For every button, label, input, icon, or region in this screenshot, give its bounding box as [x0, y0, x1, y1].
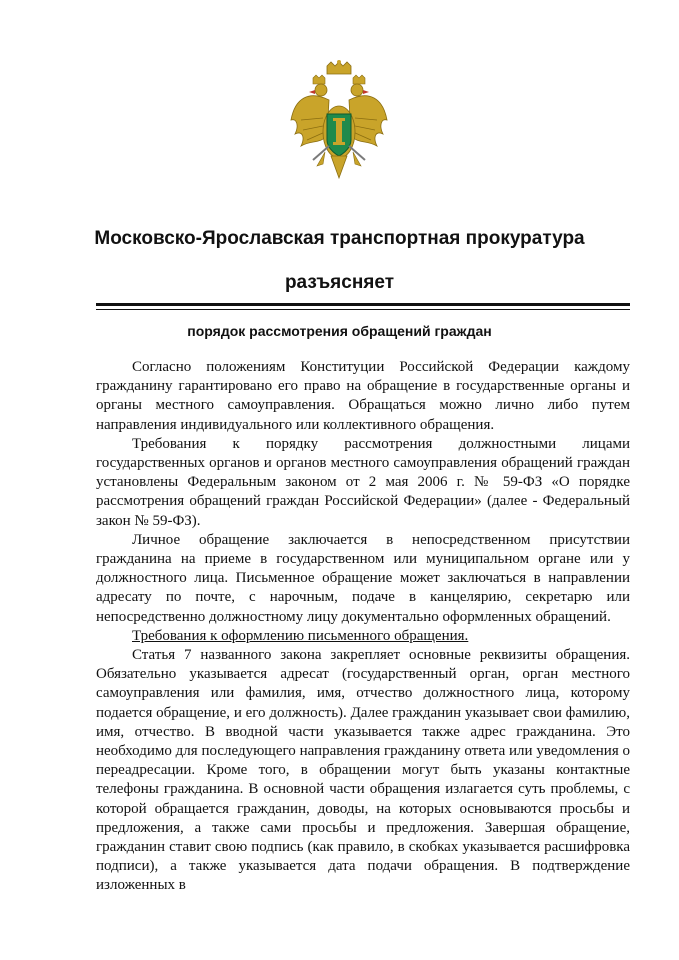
organization-subtitle: разъясняет	[284, 272, 395, 293]
paragraph-4: Статья 7 названного закона закрепляет основные реквизиты обращения. Обязательно указывается адресат (государственный орган, орган местного самоуправления или фамилия, имя, отчество должностного лица, которому подается обращение, и его должность). Далее гражданин указывает свои фамилию, имя, отчество. В вводной части указывается также адрес гражданина. Это необходимо для последующего направления гражданину ответа или уведомления о переадресации. Кроме того, в обращении могут быть указаны контактные телефоны гражданина. В основной части обращения излагается суть проблемы, с которой обращается гражданин, доводы, на которых основываются просьбы и предложения, а также сами просьбы и предложения. Завершая обращение, гражданин ставит свою подпись (как правило, в скобках указывается расшифровка подписи), а также указывается дата подачи обращения. В подтверждение изложенных в	[96, 647, 630, 894]
paragraph-3: Личное обращение заключается в непосредственном присутствии гражданина на приеме в государственном или муниципальном органе или у должностного лица. Письменное обращение может заключаться в направлении адресату по почте, с нарочным, подаче в канцелярию, секретарю или непосредственно должностному лицу документально оформленных обращений.	[96, 531, 630, 625]
organization-title: Московско-Ярославская транспортная прокуратура	[94, 228, 585, 249]
section-subheading	[96, 627, 630, 646]
document-body	[96, 358, 630, 896]
header-divider-thin	[96, 309, 630, 310]
prosecutor-emblem-icon	[289, 60, 389, 190]
header-divider-thick	[96, 303, 630, 306]
section-subheading-text: Требования к оформлению письменного обращения.	[132, 627, 469, 644]
document-heading: порядок рассмотрения обращений граждан	[187, 323, 492, 339]
paragraph-2: Требования к порядку рассмотрения должностными лицами государственных органов и органов местного самоуправления обращений граждан установлены Федеральным законом от 2 мая 2006 г. № 59-ФЗ «О порядке рассмотрения обращений граждан Российской Федерации» (далее - Федеральный закон № 59-ФЗ).	[96, 435, 630, 529]
paragraph-1: Согласно положениям Конституции Российской Федерации каждому гражданину гарантировано его право на обращение в государственные органы и органы местного самоуправления. Обращаться можно лично либо путем направления индивидуального или коллективного обращения.	[96, 359, 630, 433]
